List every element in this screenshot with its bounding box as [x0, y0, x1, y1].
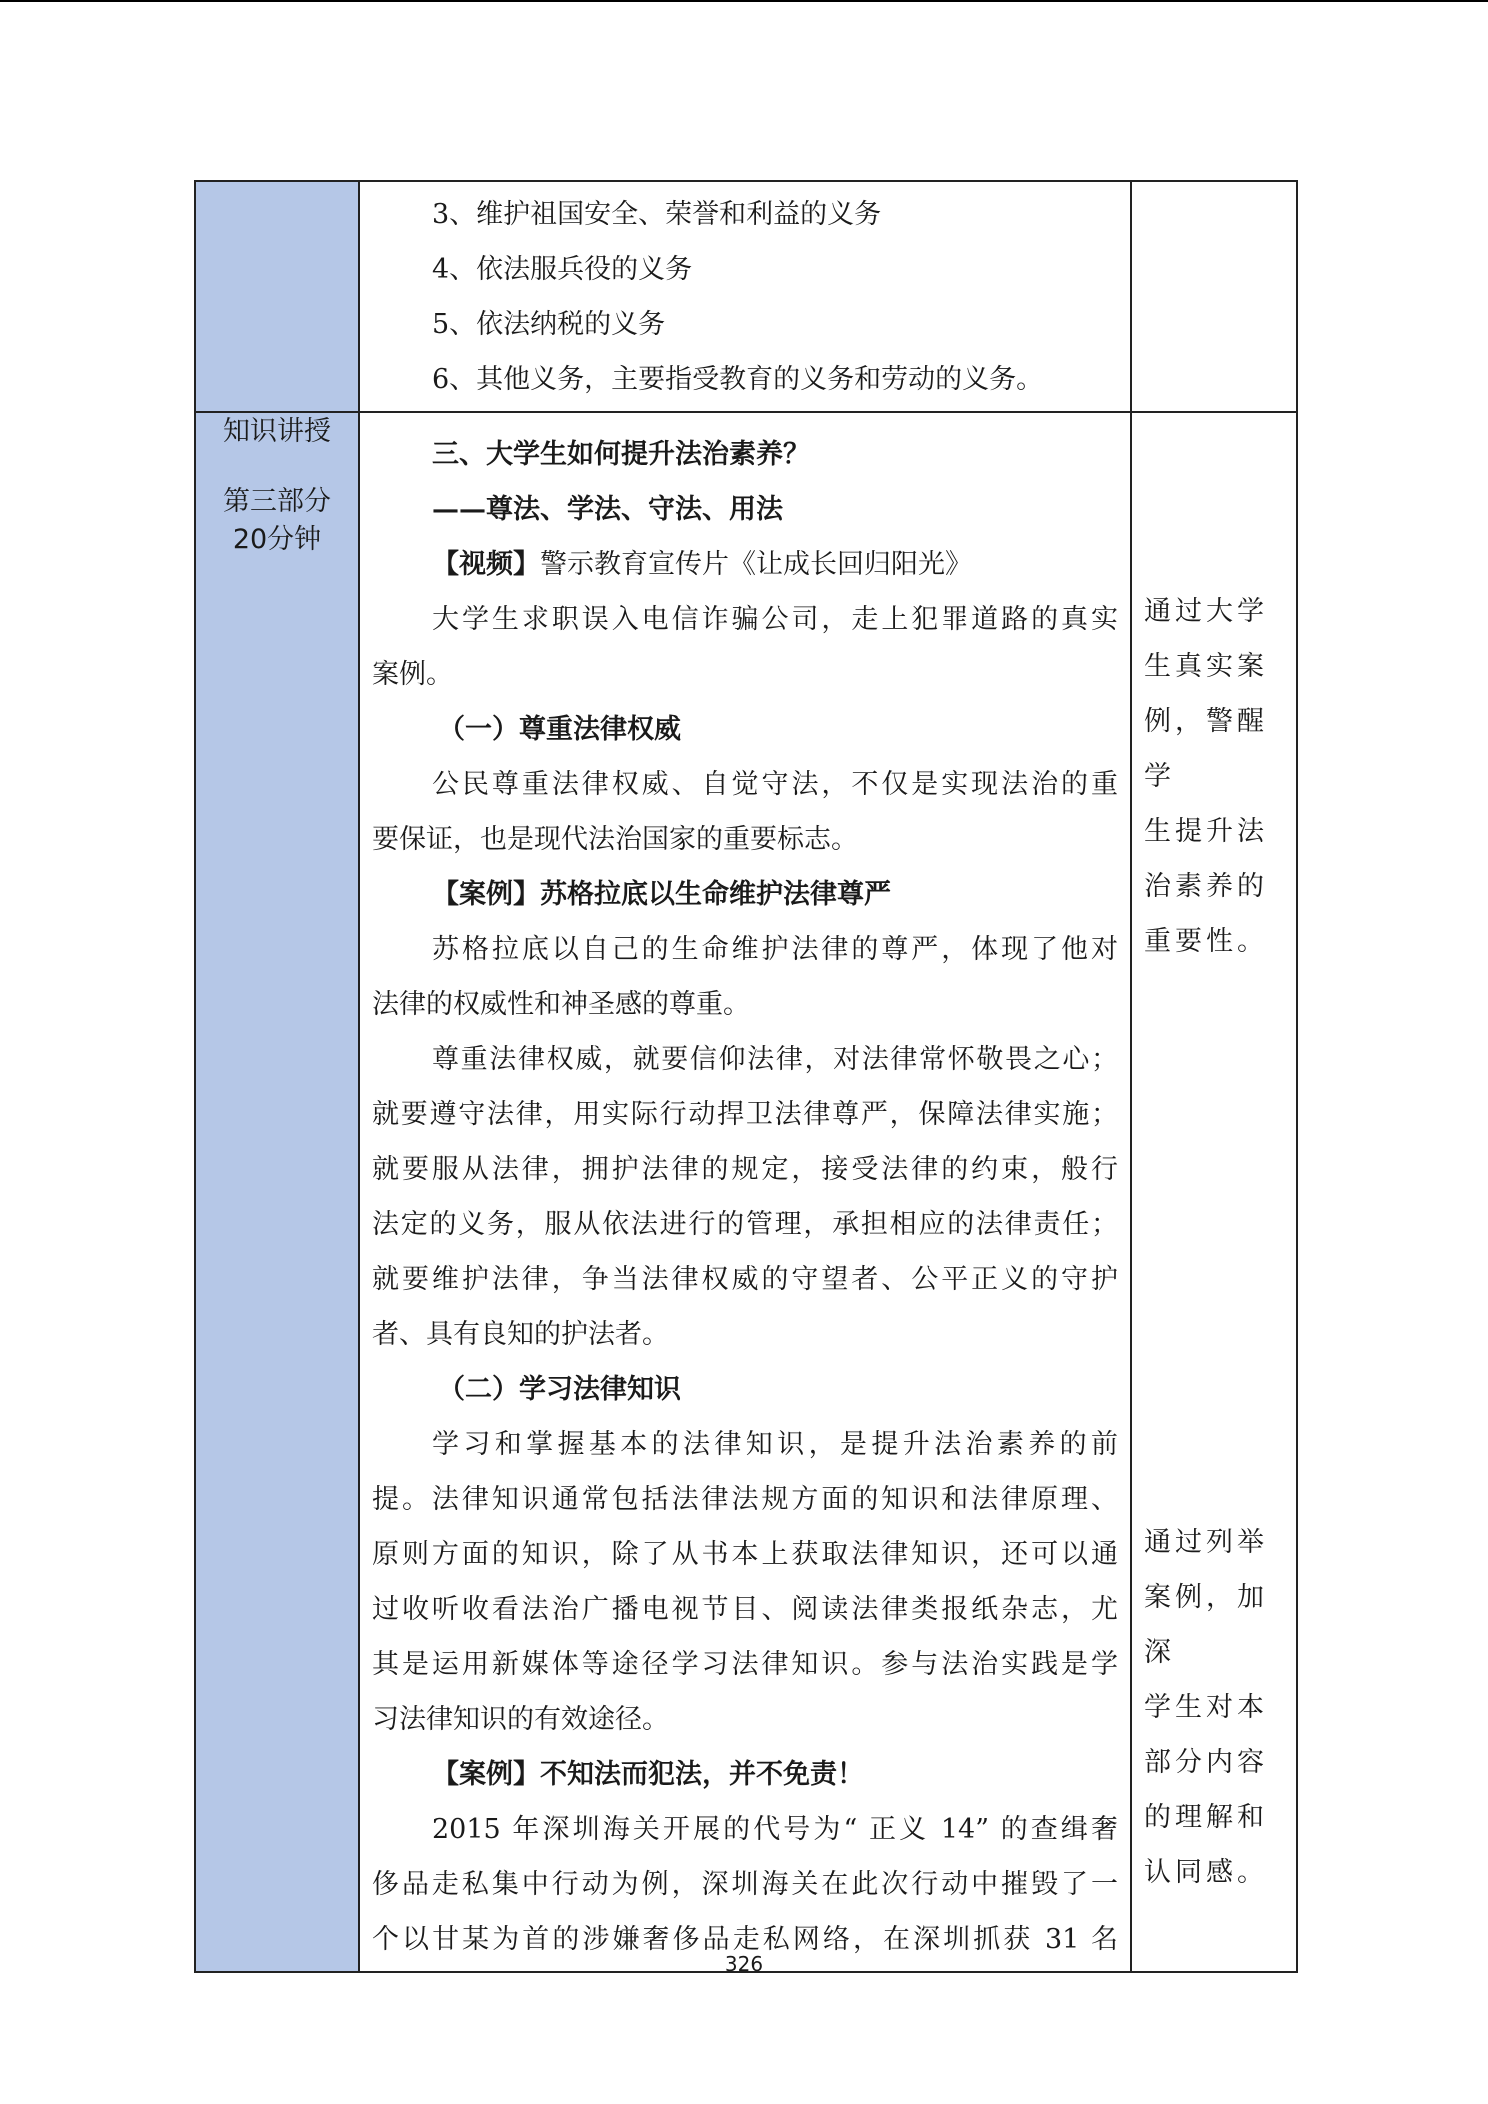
case-title-2: 【案例】不知法而犯法，并不免责！ — [432, 1759, 864, 1790]
section-subheading: ——尊法、学法、守法、用法 — [432, 494, 783, 525]
paragraph-line: 法定的义务，服从依法进行的管理，承担相应的法律责任； — [372, 1209, 1118, 1240]
note-line: 认同感。 — [1144, 1857, 1268, 1888]
paragraph-line: 侈品走私集中行动为例，深圳海关在此次行动中摧毁了一 — [372, 1869, 1118, 1900]
note-line: 重要性。 — [1144, 926, 1268, 957]
paragraph-line: 原则方面的知识，除了从书本上获取法律知识，还可以通 — [372, 1539, 1118, 1570]
paragraph-line: 过收听收看法治广播电视节目、阅读法律类报纸杂志，尤 — [372, 1594, 1118, 1625]
teaching-note-cell — [1131, 412, 1297, 1972]
note-line: 案例，加深 — [1144, 1582, 1268, 1668]
duty-item-3: 3、维护祖国安全、荣誉和利益的义务 — [432, 199, 882, 230]
note-line: 生真实案 — [1144, 651, 1268, 682]
note-line: 部分内容 — [1144, 1747, 1268, 1778]
subsection-title-2: （二）学习法律知识 — [438, 1374, 681, 1405]
note-line: 的理解和 — [1144, 1802, 1268, 1833]
paragraph-line: 就要遵守法律，用实际行动捍卫法律尊严，保障法律实施； — [372, 1099, 1118, 1130]
case-title-1: 【案例】苏格拉底以生命维护法律尊严 — [432, 879, 891, 910]
teaching-note-2 — [1144, 1515, 1296, 1900]
note-line: 例，警醒学 — [1144, 706, 1268, 792]
section-label-part: 第三部分 — [223, 486, 331, 517]
paragraph-line: 提。法律知识通常包括法律法规方面的知识和法律原理、 — [372, 1484, 1118, 1515]
duty-item-4: 4、依法服兵役的义务 — [432, 254, 693, 285]
paragraph-line: 尊重法律权威，就要信仰法律，对法律常怀敬畏之心； — [432, 1044, 1118, 1075]
paragraph-line: 就要维护法律，争当法律权威的守望者、公平正义的守护 — [372, 1264, 1118, 1295]
video-line — [372, 537, 1118, 592]
video-tag: 【视频】 — [432, 549, 540, 580]
note-line: 学生对本 — [1144, 1692, 1268, 1723]
paragraph-line: 2015 年深圳海关开展的代号为“ 正义 14” 的查缉奢 — [432, 1814, 1118, 1845]
paragraph-line: 要保证，也是现代法治国家的重要标志。 — [372, 824, 858, 855]
section-label-cell — [195, 412, 359, 1972]
teaching-note-1 — [1144, 584, 1296, 969]
label-cell-empty — [195, 181, 359, 412]
note-line: 生提升法 — [1144, 816, 1268, 847]
paragraph-line: 个以甘某为首的涉嫌奢侈品走私网络，在深圳抓获 31 名 — [372, 1924, 1118, 1955]
paragraph-line: 公民尊重法律权威、自觉守法，不仅是实现法治的重 — [432, 769, 1118, 800]
paragraph-line: 其是运用新媒体等途径学习法律知识。参与法治实践是学 — [372, 1649, 1118, 1680]
table-row — [195, 412, 1297, 1972]
duty-item-6: 6、其他义务，主要指受教育的义务和劳动的义务。 — [432, 364, 1044, 395]
paragraph-line: 就要服从法律，拥护法律的规定，接受法律的约束，般行 — [372, 1154, 1118, 1185]
paragraph-line: 者、具有良知的护法者。 — [372, 1319, 669, 1350]
table-row — [195, 181, 1297, 412]
paragraph-line: 学习和掌握基本的法律知识，是提升法治素养的前 — [432, 1429, 1118, 1460]
subsection-title-1: （一）尊重法律权威 — [438, 714, 681, 745]
section-label-knowledge: 知识讲授 — [223, 416, 331, 447]
duty-item-5: 5、依法纳税的义务 — [432, 309, 666, 340]
section-heading: 三、大学生如何提升法治素养？ — [432, 439, 810, 470]
paragraph-line: 案例。 — [372, 659, 453, 690]
note-line: 通过列举 — [1144, 1527, 1268, 1558]
lesson-table — [194, 180, 1298, 1973]
video-title: 警示教育宣传片《让成长回归阳光》 — [540, 549, 972, 580]
note-line: 治素养的 — [1144, 871, 1268, 902]
content-cell — [359, 181, 1131, 412]
note-cell-empty — [1131, 181, 1297, 412]
paragraph-line: 习法律知识的有效途径。 — [372, 1704, 669, 1735]
top-rule — [0, 0, 1488, 2]
paragraph-line: 苏格拉底以自己的生命维护法律的尊严，体现了他对 — [432, 934, 1118, 965]
paragraph-line: 法律的权威性和神圣感的尊重。 — [372, 989, 750, 1020]
page-number: 326 — [724, 1952, 764, 1976]
note-line: 通过大学 — [1144, 596, 1268, 627]
content-cell — [359, 412, 1131, 1972]
paragraph-line: 大学生求职误入电信诈骗公司，走上犯罪道路的真实 — [432, 604, 1118, 635]
section-label-duration: 20分钟 — [232, 524, 322, 555]
